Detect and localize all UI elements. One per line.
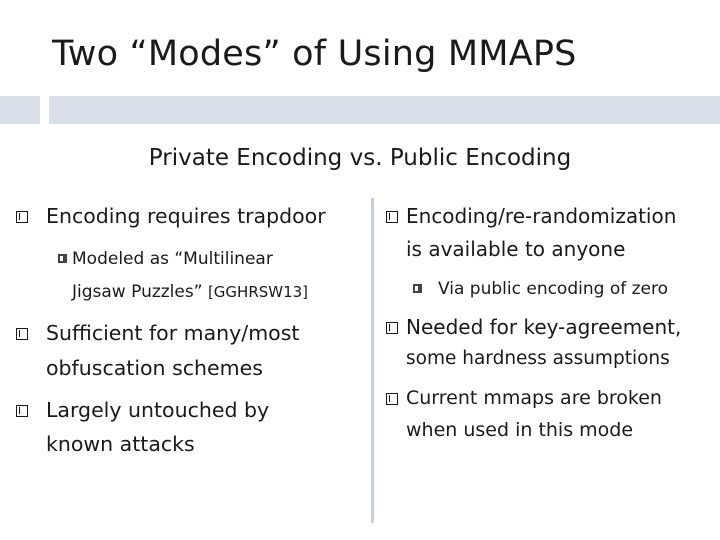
slide-subtitle: Private Encoding vs. Public Encoding (148, 145, 572, 171)
bullet-icon (386, 322, 398, 334)
right-item-needed-line2: some hardness assumptions (406, 348, 670, 369)
right-item-needed-line1: Needed for key-agreement, (406, 315, 682, 339)
right-sub-public-encoding: Via public encoding of zero (438, 279, 669, 299)
left-item-untouched-line2: known attacks (46, 432, 195, 456)
bullet-icon (16, 211, 28, 223)
left-sub-modeled-line1: Modeled as “Multilinear (72, 249, 273, 269)
slide-title: Two “Modes” of Using MMAPS (52, 34, 577, 74)
header-bar-right (49, 96, 720, 124)
right-item-broken-line1: Current mmaps are broken (406, 387, 662, 409)
column-divider (371, 198, 374, 523)
right-item-broken-line2: when used in this mode (406, 419, 634, 441)
left-item-trapdoor: Encoding requires trapdoor (46, 204, 326, 228)
left-item-sufficient-line2: obfuscation schemes (46, 356, 263, 380)
left-sub-modeled-text: Jigsaw Puzzles” (72, 282, 203, 302)
left-item-sufficient-line1: Sufficient for many/most (46, 321, 300, 345)
right-item-encoding-line2: is available to anyone (406, 237, 626, 261)
bullet-icon (16, 405, 28, 417)
citation: [GGHRSW13] (207, 283, 309, 301)
header-bar-left (0, 96, 40, 124)
bullet-icon (16, 328, 28, 340)
right-item-encoding-line1: Encoding/re-randomization (406, 204, 677, 228)
sub-bullet-icon (413, 284, 422, 293)
left-sub-modeled-line2 (72, 279, 308, 305)
bullet-icon (386, 393, 398, 405)
sub-bullet-icon (58, 254, 67, 263)
left-item-untouched-line1: Largely untouched by (46, 398, 270, 422)
bullet-icon (386, 211, 398, 223)
